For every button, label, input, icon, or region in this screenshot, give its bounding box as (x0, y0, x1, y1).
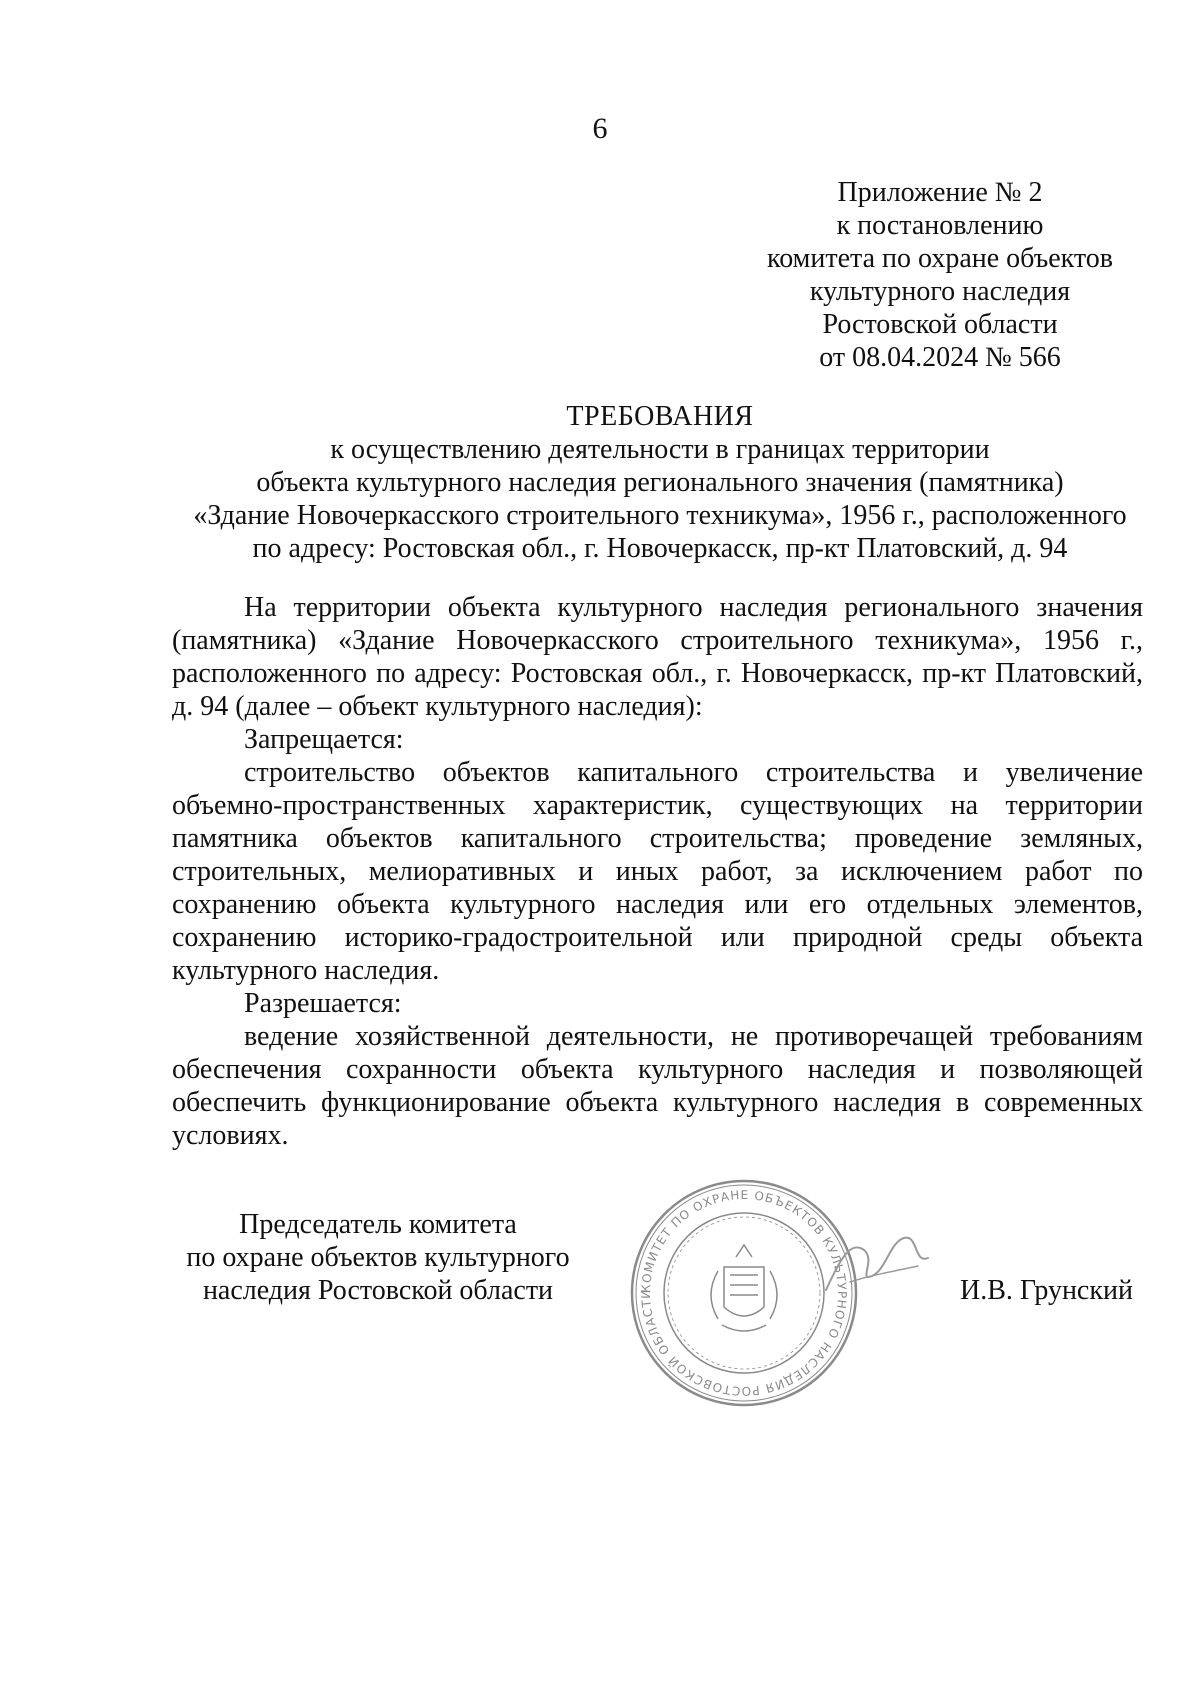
document-subtitle-line: к осуществлению деятельности в границах территории (330, 434, 990, 465)
allowed-paragraph: ведение хозяйственной деятельности, не противоречащей требованиям обеспечения сохранности объекта культурного наследия и позволяющей обеспечить функционирование объекта культурного наследия в современных условиях. (172, 1021, 1143, 1151)
signatory-position-line: Председатель комитета (239, 1209, 517, 1240)
appendix-line: культурного наследия (809, 276, 1071, 307)
appendix-line: от 08.04.2024 № 566 (819, 342, 1061, 373)
document-body (172, 591, 1143, 1152)
signatory-position (168, 1208, 588, 1307)
document-title: ТРЕБОВАНИЯ (566, 401, 754, 432)
document-subtitle-line: «Здание Новочеркасского строительного техникума», 1956 г., расположенного (193, 500, 1127, 531)
coat-of-arms-icon (711, 1245, 777, 1331)
appendix-line: Ростовской области (822, 309, 1058, 340)
document-title-block (160, 400, 1160, 565)
appendix-line: комитета по охране объектов (767, 243, 1113, 274)
prohibited-paragraph: строительство объектов капитального строительства и увеличение объемно-пространственных характеристик, существующих на территории памятника объектов капитального строительства; проведение земляных, строительных, мелиоративных и иных работ, за исключением работ по сохранению объекта культурного наследия или его отдельных элементов, сохранению историко-градостроительной или природной среды объекта культурного наследия. (172, 757, 1143, 986)
document-subtitle-line: по адресу: Ростовская обл., г. Новочеркасск, пр-кт Платовский, д. 94 (252, 533, 1068, 564)
signatory-name: И.В. Грунский (960, 1275, 1133, 1306)
signatory-position-line: наследия Ростовской области (202, 1275, 554, 1306)
signatory-position-line: по охране объектов культурного (186, 1242, 570, 1273)
seal-text: КОМИТЕТ ПО ОХРАНЕ ОБЪЕКТОВ КУЛЬТУРНОГО НАСЛЕДИЯ РОСТОВСКОЙ ОБЛАСТИ (638, 1187, 850, 1399)
page-number: 6 (592, 112, 608, 145)
svg-text:КОМИТЕТ ПО ОХРАНЕ ОБЪЕКТОВ КУЛ (639, 1188, 849, 1398)
prohibited-heading: Запрещается: (244, 724, 404, 755)
appendix-line: к постановлению (836, 210, 1044, 241)
document-subtitle-line: объекта культурного наследия регионального значения (памятника) (256, 467, 1064, 498)
handwritten-signature (820, 1220, 940, 1310)
intro-paragraph: На территории объекта культурного наследия регионального значения (памятника) «Здание Новочеркасского строительного техникума», 1956 г., расположенного по адресу: Ростовская обл., г. Новочеркасск, пр-кт Платовский, д. 94 (далее – объект культурного наследия): (172, 592, 1143, 722)
allowed-heading: Разрешается: (244, 988, 402, 1019)
appendix-header (740, 176, 1140, 374)
appendix-line: Приложение № 2 (837, 177, 1043, 208)
